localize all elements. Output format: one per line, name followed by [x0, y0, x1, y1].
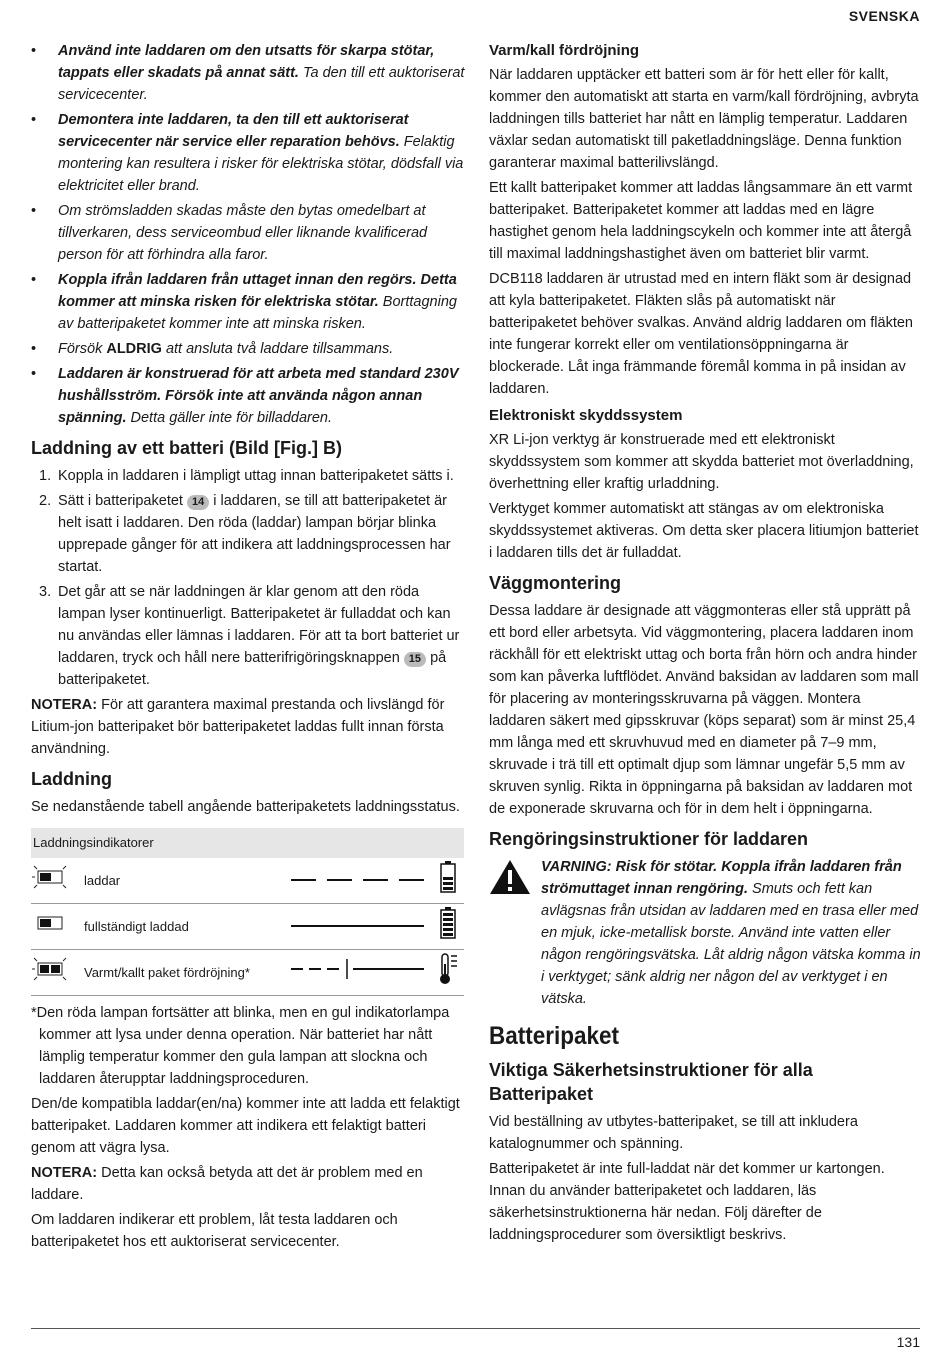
- solid-pattern: [291, 921, 426, 931]
- charger-blink-icon: [32, 864, 68, 890]
- callout-15: 15: [404, 652, 426, 667]
- safety-bullet: • Försök ALDRIG att ansluta två laddare tillsammans.: [31, 338, 467, 360]
- step-item: 3. Det går att se när laddningen är klar genom att den röda lampan lyser kontinuerligt. Batteripaketet är fulladdat och kan nu användas eller lämnas i laddaren. För att ta bort batteriet ur laddaren, tryck och håll nere batterifrigöringsknappen 15 på batteripaketet.: [39, 584, 460, 688]
- step-item: 1. Koppla in laddaren i lämpligt uttag innan batteripaketet sätts i.: [39, 468, 454, 484]
- note: NOTERA: Detta kan också betyda att det är problem med en laddare.: [31, 1165, 423, 1203]
- heading-safety: Viktiga Säkerhetsinstruktioner för alla Batteripaket: [489, 1060, 813, 1104]
- note: NOTERA: För att garantera maximal prestanda och livslängd för Litium-jon batteripaket bör batteripaketet laddas fullt innan första användning.: [31, 697, 445, 757]
- table-row: [31, 858, 464, 904]
- last-paragraph: Om laddaren indikerar ett problem, låt testa laddaren och batteripaketet hos ett auktoriserat servicecenter.: [31, 1212, 398, 1250]
- heading-protection: Elektroniskt skyddssystem: [489, 407, 683, 424]
- blink-pattern: [291, 875, 426, 885]
- heading-cleaning: Rengöringsinstruktioner för laddaren: [489, 829, 809, 849]
- paragraph: Ett kallt batteripaket kommer att laddas långsammare än ett varmt batteripaket. Batteripaketet kommer att laddas med en lägre hastighet genom hela laddningscykeln och kommer inte att återgå till maximal laddningshastighet även om batteriet blir varmt.: [489, 180, 913, 262]
- heading-wall-mount: Väggmontering: [489, 573, 622, 593]
- indicator-label: fullständigt laddad: [83, 904, 290, 950]
- charger-solid-icon: [32, 910, 68, 936]
- right-column: [489, 40, 921, 1249]
- charging-indicator-table: [31, 828, 464, 996]
- left-column: [31, 40, 467, 1256]
- warning-block: VARNING: Risk för stötar. Koppla ifrån laddaren från strömuttaget innan rengöring. Smuts och fett kan avlägsnas från utsidan av laddaren med en trasa eller med en mjuk, icke-metallisk borste. Använd inte vatten eller någon rengöringsvätska. Låt aldrig någon vätska komma in i verktyget; sänk aldrig ner någon del av verktyget i en vätska.: [489, 856, 921, 1010]
- battery-full-icon: [439, 906, 457, 940]
- footer-divider: [31, 1328, 920, 1329]
- safety-bullet: • Demontera inte laddaren, ta den till ett auktoriserat servicecenter när service eller reparation behövs. Felaktig montering kan resultera i risker för elektriska stötar, dödsfall via elektricitet eller brand.: [31, 109, 467, 197]
- charging-intro: Se nedanstående tabell angående batteripaketets laddningsstatus.: [31, 799, 460, 815]
- charger-delay-icon: [32, 956, 68, 982]
- heading-charging-battery: Laddning av ett batteri (Bild [Fig.] B): [31, 438, 342, 458]
- table-row: [31, 904, 464, 950]
- heading-delay: Varm/kall fördröjning: [489, 42, 640, 59]
- language-label: SVENSKA: [848, 8, 920, 24]
- paragraph: XR Li-jon verktyg är konstruerade med ett elektroniskt skyddssystem som kommer att skydda batteriet mot överladdning, överhettning eller kraftig urladdning.: [489, 432, 914, 492]
- indicator-label: laddar: [83, 858, 290, 904]
- warning-icon: [489, 859, 531, 895]
- indicator-label: Varmt/kallt paket fördröjning*: [83, 950, 290, 996]
- page-number: 131: [896, 1334, 920, 1350]
- thermometer-icon: [437, 952, 459, 986]
- paragraph: Batteripaketet är inte full-laddat när det kommer ur kartongen. Innan du använder batteripaketet och laddaren, läs säkerhetsinstruktionerna här nedan. Följ därefter de laddningsprocedurer som översiktligt beskrivs.: [489, 1161, 885, 1243]
- paragraph: Verktyget kommer automatiskt att stängas av om elektroniska skyddssystemet aktiveras. Om detta sker placera litiumjon batteriet i laddaren tills det är fulladdat.: [489, 501, 919, 561]
- heading-battery-pack: Batteripaket: [489, 1022, 620, 1050]
- heading-charging: Laddning: [31, 769, 112, 789]
- battery-charging-icon: [439, 860, 457, 894]
- safety-bullet: • Koppla ifrån laddaren från uttaget innan den regörs. Detta kommer att minska risken för elektriska stötar. Borttagning av batteripaketet kommer inte att minska risken.: [31, 269, 467, 335]
- footnote: *Den röda lampan fortsätter att blinka, men en gul indikatorlampa kommer att lysa under denna operation. När batteriet har nått lämplig temperatur kommer den gula lampan att slockna och laddaren återupptar laddningsproceduren.: [31, 1005, 450, 1087]
- table-header: Laddningsindikatorer: [31, 828, 464, 858]
- paragraph: När laddaren upptäcker ett batteri som är för hett eller för kallt, kommer den automatiskt att starta en varm/kall fördröjning, avbryta laddningen tills batteriet har nått en lämplig temperatur. Laddaren växlar sedan automatiskt till paketladdningsläge. Denna funktion garanterar maximal batterilivslängd.: [489, 67, 919, 171]
- safety-bullet: • Laddaren är konstruerad för att arbeta med standard 230V hushållsström. Försök inte att använda någon annan spänning. Detta gäller inte för billaddaren.: [31, 363, 467, 429]
- safety-bullet: • Om strömsladden skadas måste den bytas omedelbart at tillverkaren, dess serviceombud eller liknande kvalificerad person för att förhindra alla faror.: [31, 200, 467, 266]
- paragraph: Dessa laddare är designade att väggmonteras eller stå upprätt på ett bord eller arbetsyta. Vid väggmontering, placera laddaren inom räckhåll för ett elektriskt uttag och borta från hörn och andra hinder som kan påverka luftflödet. Använd baksidan av laddaren som mall för placering av monteringsskruvarna på väggen. Montera laddaren säkert med gipsskruvar (köps separat) som är minst 25,4 mm långa med ett skruvhuvud med en diameter på 7–9 mm, skruvade i trä till ett optimalt djup som lämnar ungefär 5,5 mm av skruven synlig. Rikta in öppningarna på baksidan av laddaren mot de exponerade skruvarna och för in dem helt i öppningarna.: [489, 603, 919, 817]
- incompat-paragraph: Den/de kompatibla laddar(en/na) kommer inte att ladda ett felaktigt batteripaket. Laddaren kommer att indikera ett felaktigt batteri genom att vägra lysa.: [31, 1096, 460, 1156]
- paragraph: DCB118 laddaren är utrustad med en intern fläkt som är designad att kyla batteripaketet. Fläkten slås på automatiskt när batteripaketet behöver svalkas. Använd aldrig laddaren om fläkten inte fungerar korrekt eller om ventilationsöppningarna är blockerade. Låt inga främmande föremål komma in på insidan av laddaren.: [489, 271, 913, 397]
- paragraph: Vid beställning av utbytes-batteripaket, se till att inkludera katalognummer och spänning.: [489, 1114, 858, 1152]
- safety-bullet: • Använd inte laddaren om den utsatts för skarpa stötar, tappats eller skadats på annat sätt. Ta den till ett auktoriserat servicecenter.: [31, 40, 467, 106]
- callout-14: 14: [187, 495, 209, 510]
- table-row: [31, 950, 464, 996]
- step-item: 2. Sätt i batteripaketet 14 i laddaren, se till att batteripaketet är helt isatt i laddaren. Den röda (laddar) lampan börjar blinka upprepade gånger för att indikera att laddningsprocessen har startat.: [39, 493, 451, 575]
- delay-pattern: [291, 958, 426, 980]
